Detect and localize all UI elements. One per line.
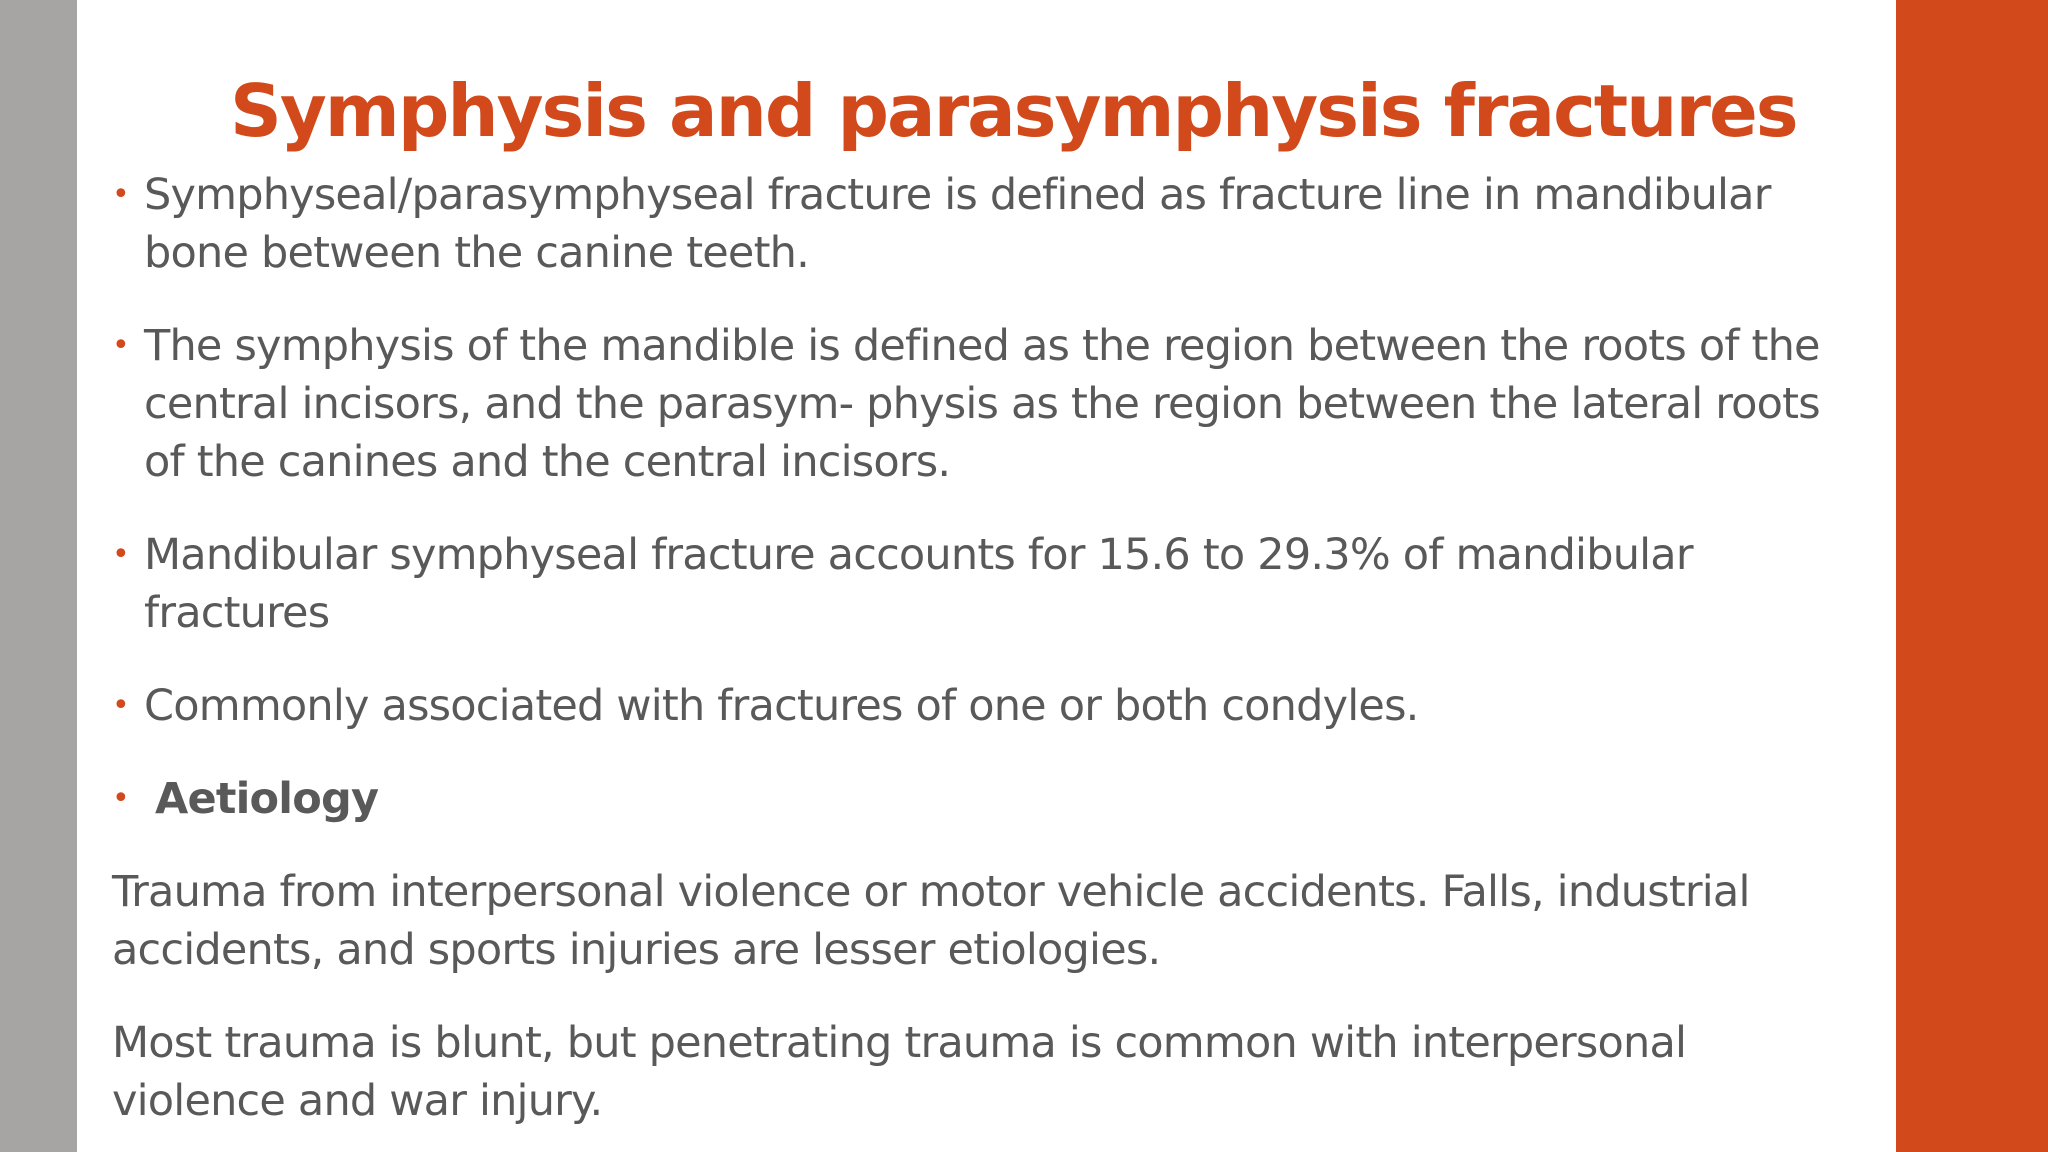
bullet-list xyxy=(112,166,1852,828)
bullet-icon: • xyxy=(112,177,129,212)
bullet-item xyxy=(112,677,1852,735)
bullet-icon: • xyxy=(112,781,129,816)
bullet-text: Mandibular symphyseal fracture accounts for 15.6 to 29.3% of mandibular fractures xyxy=(144,530,1693,638)
bullet-item xyxy=(112,166,1852,282)
right-accent-band xyxy=(1896,0,2048,1152)
bullet-icon: • xyxy=(112,688,129,723)
bullet-text: The symphysis of the mandible is defined as the region between the roots of the central incisors, and the parasym- physis as the region between the lateral roots of the canines and the central incisors. xyxy=(144,321,1820,487)
bullet-item-heading xyxy=(112,770,1852,828)
bullet-text: Commonly associated with fractures of one or both condyles. xyxy=(144,681,1419,731)
aetiology-heading: Aetiology xyxy=(155,774,379,824)
bullet-item xyxy=(112,526,1852,642)
bullet-text: Symphyseal/parasymphyseal fracture is defined as fracture line in mandibular bone between the canine teeth. xyxy=(144,170,1771,278)
bullet-icon: • xyxy=(112,537,129,572)
bullet-icon: • xyxy=(112,328,129,363)
slide-title: Symphysis and parasymphysis fractures xyxy=(230,69,1797,153)
slide-content xyxy=(112,166,1852,1152)
bullet-item xyxy=(112,317,1852,491)
aetiology-paragraph: Trauma from interpersonal violence or motor vehicle accidents. Falls, industrial accidents, and sports injuries are lesser etiologies. xyxy=(112,867,1750,975)
left-decorative-band xyxy=(0,0,77,1152)
trauma-paragraph: Most trauma is blunt, but penetrating trauma is common with interpersonal violence and war injury. xyxy=(112,1018,1687,1126)
